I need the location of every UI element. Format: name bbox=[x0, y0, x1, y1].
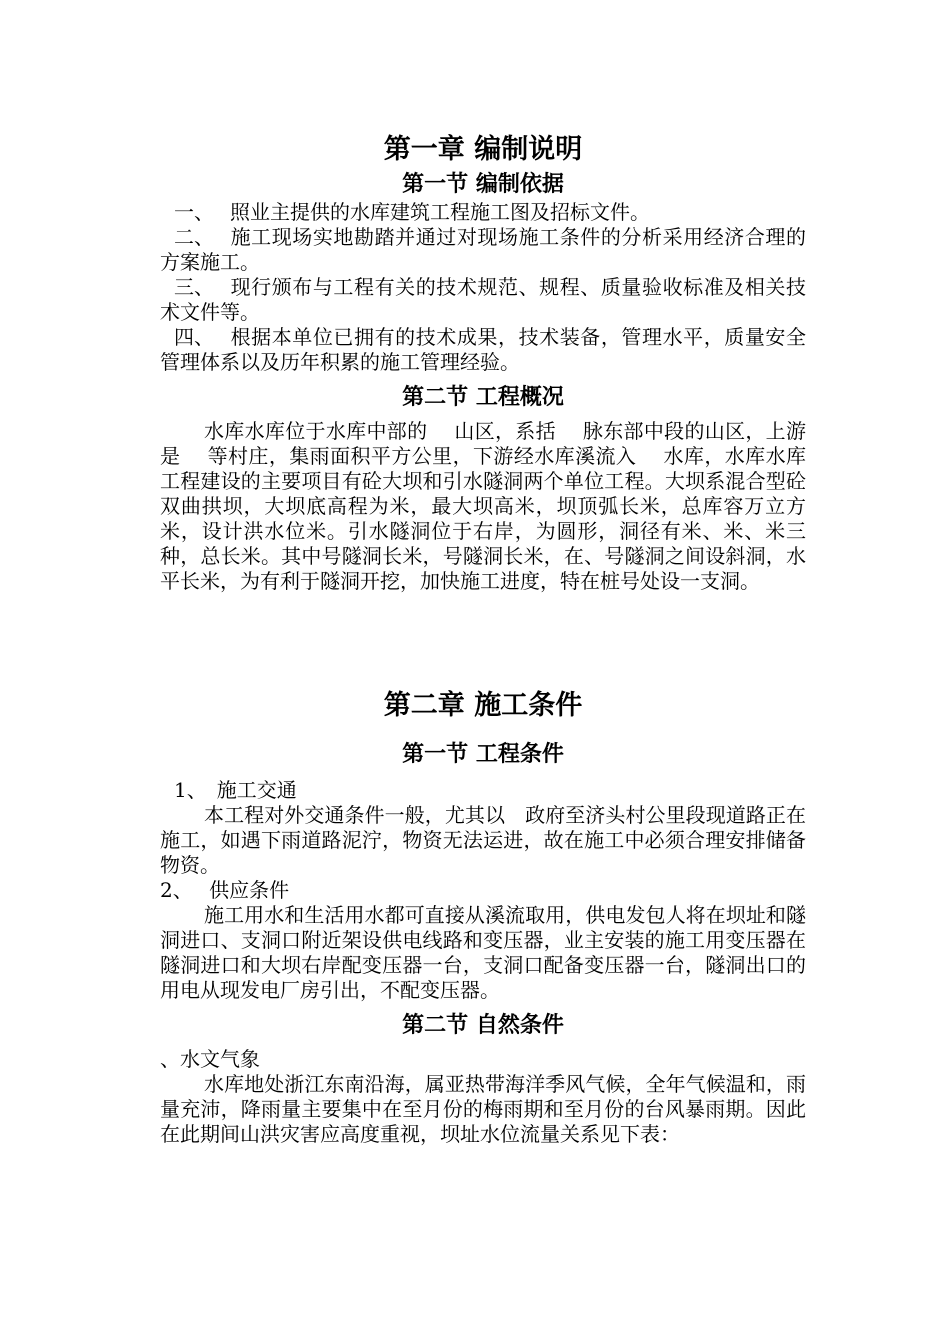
hydrology-heading: 、水文气象 bbox=[160, 1047, 260, 1071]
chapter-1-section-2-title: 第二节 工程概况 bbox=[402, 384, 564, 410]
document-page bbox=[160, 130, 806, 1147]
item-text: 施工现场实地勘踏并通过对现场施工条件的分析采用经济合理的方案施工。 bbox=[160, 225, 806, 274]
item-text: 现行颁布与工程有关的技术规范、规程、质量验收标准及相关技术文件等。 bbox=[160, 275, 806, 324]
basis-item-3 bbox=[160, 275, 806, 325]
supply-heading: 2、 供应条件 bbox=[160, 878, 290, 902]
item-number: 二、 bbox=[174, 225, 214, 249]
item-number: 四、 bbox=[174, 325, 214, 349]
project-overview-paragraph: 水库水库位于水库中部的 山区，系括 脉东部中段的山区，上游是 等村庄，集雨面积平方公里，下游经水库溪流入 水库，水库水库工程建设的主要项目有砼大坝和引水隧洞两个单位工程。大坝系混合型砼双曲拱坝，大坝底高程为米，最大坝高米，坝顶弧长米，总库容万立方米，设计洪水位米。引水隧洞位于右岸，为圆形，洞径有米、米、米三种，总长米。其中号隧洞长米，号隧洞长米，在、号隧洞之间设斜洞，水平长米，为有利于隧洞开挖，加快施工进度，特在桩号处设一支洞。 bbox=[160, 419, 806, 593]
item-text: 根据本单位已拥有的技术成果，技术装备，管理水平，质量安全管理体系以及历年积累的施工管理经验。 bbox=[160, 325, 806, 374]
item-number: 一、 bbox=[174, 200, 214, 224]
traffic-paragraph: 本工程对外交通条件一般，尤其以 政府至济头村公里段现道路正在施工，如遇下雨道路泥泞，物资无法运进，故在施工中必须合理安排储备物资。 bbox=[160, 803, 806, 877]
chapter-2-title: 第二章 施工条件 bbox=[383, 690, 583, 721]
chapter-2-section-1-title: 第一节 工程条件 bbox=[402, 741, 564, 767]
item-text: 照业主提供的水库建筑工程施工图及招标文件。 bbox=[230, 200, 650, 224]
chapter-1-section-1-title: 第一节 编制依据 bbox=[402, 171, 564, 197]
basis-item-1 bbox=[160, 200, 806, 225]
chapter-1-title: 第一章 编制说明 bbox=[383, 134, 583, 165]
supply-paragraph: 施工用水和生活用水都可直接从溪流取用，供电发包人将在坝址和隧洞进口、支洞口附近架设供电线路和变压器，业主安装的施工用变压器在隧洞进口和大坝右岸配变压器一台，支洞口配备变压器一台，隧洞出口的用电从现发电厂房引出，不配变压器。 bbox=[160, 903, 806, 1002]
chapter-2-section-2-title: 第二节 自然条件 bbox=[402, 1012, 564, 1038]
item-number: 三、 bbox=[174, 275, 214, 299]
traffic-heading: 1、 施工交通 bbox=[174, 778, 297, 802]
basis-item-4 bbox=[160, 325, 806, 375]
hydrology-paragraph: 水库地处浙江东南沿海，属亚热带海洋季风气候，全年气候温和，雨量充沛，降雨量主要集中在至月份的梅雨期和至月份的台风暴雨期。因此在此期间山洪灾害应高度重视，坝址水位流量关系见下表： bbox=[160, 1072, 806, 1146]
basis-item-2 bbox=[160, 225, 806, 275]
